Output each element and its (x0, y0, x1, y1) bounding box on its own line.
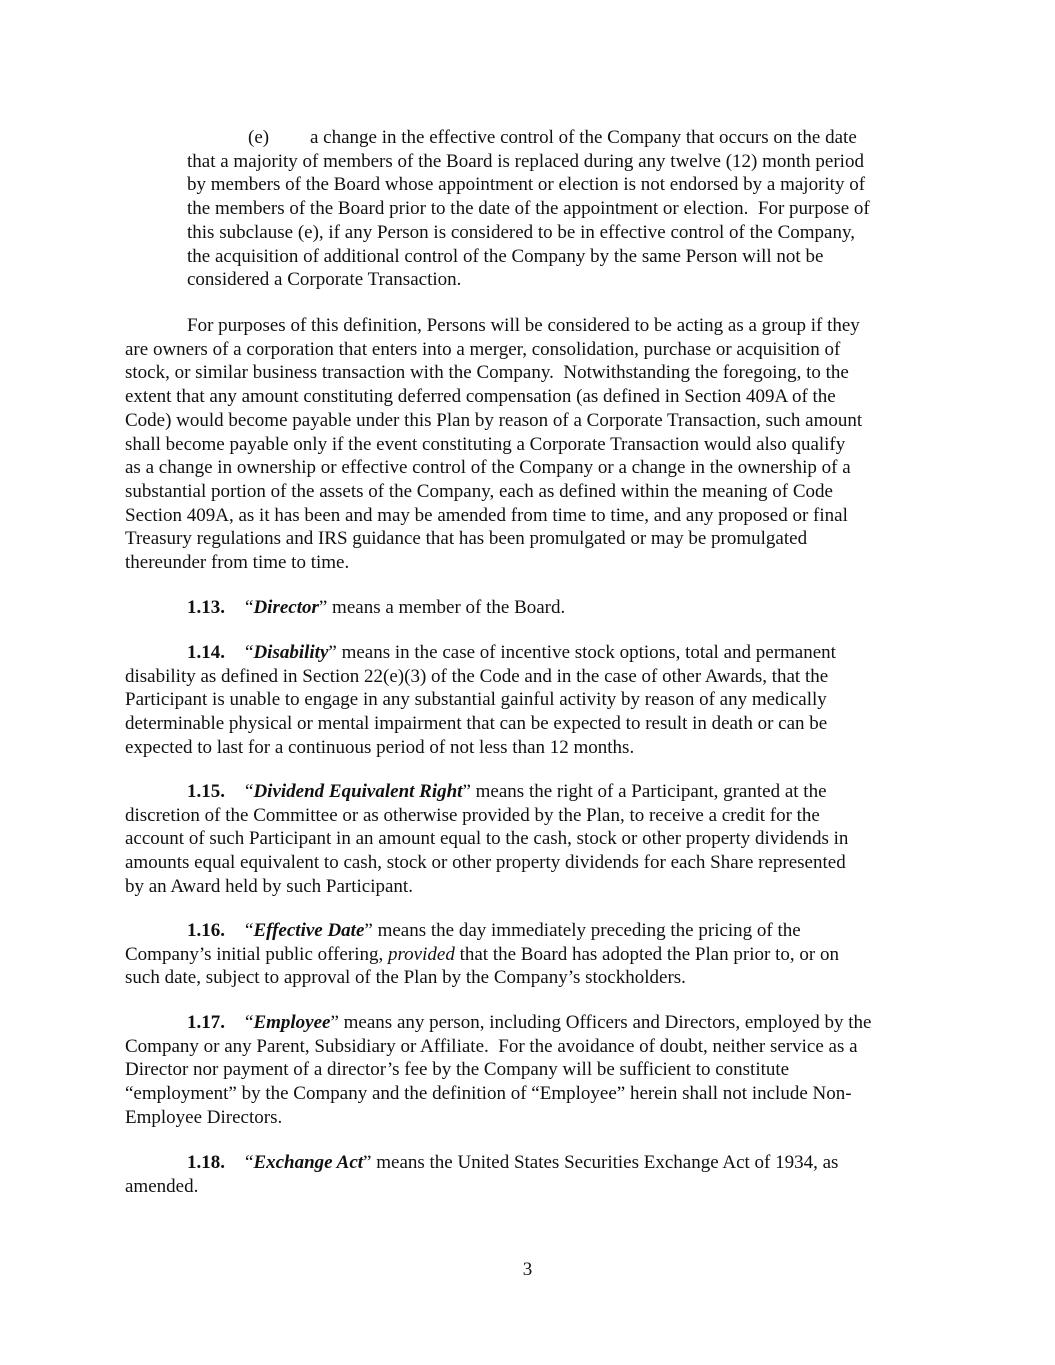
italic-provided: provided (387, 943, 455, 965)
definition-1-16 (125, 919, 839, 990)
definition-1-13 (125, 596, 565, 620)
definition-1-14 (125, 641, 836, 760)
definition-line: such date, subject to approval of the Plan by the Company’s stockholders. (125, 967, 686, 989)
paragraph-line: substantial portion of the assets of the Company, each as defined within the meaning of Code (125, 480, 833, 502)
definition-line: amounts equal equivalent to cash, stock or other property dividends for each Share represented (125, 852, 846, 874)
paragraph-line: as a change in ownership or effective control of the Company or a change in the ownership of a (125, 457, 851, 479)
paragraph-line: Code) would become payable under this Plan by reason of a Corporate Transaction, such amount (125, 409, 863, 431)
section-number: 1.16. (187, 920, 225, 941)
definition-text: ” means in the case of incentive stock options, total and permanent (328, 642, 836, 663)
defined-term: Dividend Equivalent Right (253, 781, 463, 802)
definition-line: expected to last for a continuous period of not less than 12 months. (125, 736, 635, 758)
definition-line: by an Award held by such Participant. (125, 875, 413, 897)
defined-term: Employee (253, 1012, 331, 1033)
paragraph-line: Section 409A, as it has been and may be amended from time to time, and any proposed or final (125, 504, 848, 526)
definition-text: ” means the right of a Participant, granted at the (462, 781, 827, 802)
definition-line: “employment” by the Company and the definition of “Employee” herein shall not include Non- (125, 1083, 852, 1105)
open-quote: “ (245, 781, 254, 802)
subclause-line: the members of the Board prior to the date of the appointment or election. For purpose of (187, 198, 870, 220)
definition-text: ” means the United States Securities Exchange Act of 1934, as (363, 1152, 839, 1173)
definition-line: Director nor payment of a director’s fee by the Company will be sufficient to constitute (125, 1059, 790, 1081)
open-quote: “ (245, 920, 254, 941)
section-number: 1.13. (187, 597, 225, 618)
section-number: 1.17. (187, 1012, 225, 1033)
defined-term: Effective Date (253, 920, 365, 941)
definition-line: account of such Participant in an amount equal to the cash, stock or other property dividends in (125, 828, 849, 850)
paragraph-line: thereunder from time to time. (125, 552, 350, 574)
paragraph-line: extent that any amount constituting deferred compensation (as defined in Section 409A of the (125, 386, 836, 408)
page-number: 3 (522, 1259, 533, 1280)
definition-line: Participant is unable to engage in any substantial gainful activity by reason of any medically (125, 689, 827, 711)
open-quote: “ (245, 1152, 254, 1173)
definition-text: ” means any person, including Officers and Directors, employed by the (330, 1012, 872, 1033)
section-number: 1.14. (187, 642, 225, 663)
definition-line: discretion of the Committee or as otherwise provided by the Plan, to receive a credit for the (125, 804, 820, 826)
paragraph-line: are owners of a corporation that enters into a merger, consolidation, purchase or acquisition of (125, 338, 841, 360)
definition-line: amended. (125, 1175, 199, 1197)
defined-term: Disability (253, 642, 329, 663)
subclause-e (187, 126, 870, 292)
subclause-line: that a majority of members of the Board is replaced during any twelve (12) month period (187, 150, 864, 172)
open-quote: “ (245, 1012, 254, 1033)
definition-line: determinable physical or mental impairment that can be expected to result in death or can be (125, 713, 828, 735)
open-quote: “ (245, 597, 254, 618)
subclause-line: the acquisition of additional control of the Company by the same Person will not be (187, 245, 824, 267)
subclause-line: by members of the Board whose appointment or election is not endorsed by a majority of (187, 174, 866, 196)
section-number: 1.18. (187, 1152, 225, 1173)
subclause-label: (e) (248, 127, 270, 148)
defined-term: Director (253, 597, 319, 618)
subclause-line: considered a Corporate Transaction. (187, 269, 462, 291)
definition-text: that the Board has adopted the Plan prior to, or on (454, 943, 839, 965)
definition-1-18 (125, 1151, 838, 1198)
open-quote: “ (245, 642, 254, 663)
section-number: 1.15. (187, 781, 225, 802)
definition-text: ” means the day immediately preceding the pricing of the (364, 920, 801, 941)
definition-line: Company or any Parent, Subsidiary or Affiliate. For the avoidance of doubt, neither service as a (125, 1035, 858, 1057)
defined-term: Exchange Act (253, 1152, 364, 1173)
purposes-paragraph (125, 314, 862, 575)
paragraph-line: Treasury regulations and IRS guidance that has been promulgated or may be promulgated (125, 528, 808, 550)
subclause-line: a change in the effective control of the Company that occurs on the date (310, 127, 857, 148)
definition-line: disability as defined in Section 22(e)(3) of the Code and in the case of other Awards, that the (125, 665, 829, 687)
definition-line: Employee Directors. (125, 1106, 283, 1128)
definition-1-17 (125, 1011, 871, 1130)
paragraph-line: shall become payable only if the event constituting a Corporate Transaction would also qualify (125, 433, 846, 455)
definition-text: ” means a member of the Board. (318, 597, 566, 618)
definition-1-15 (125, 780, 848, 899)
paragraph-line: stock, or similar business transaction with the Company. Notwithstanding the foregoing, to the (125, 362, 849, 384)
definition-text: Company’s initial public offering, (125, 943, 388, 965)
paragraph-line: For purposes of this definition, Persons will be considered to be acting as a group if they (187, 315, 860, 336)
subclause-line: this subclause (e), if any Person is considered to be in effective control of the Company, (187, 221, 855, 243)
